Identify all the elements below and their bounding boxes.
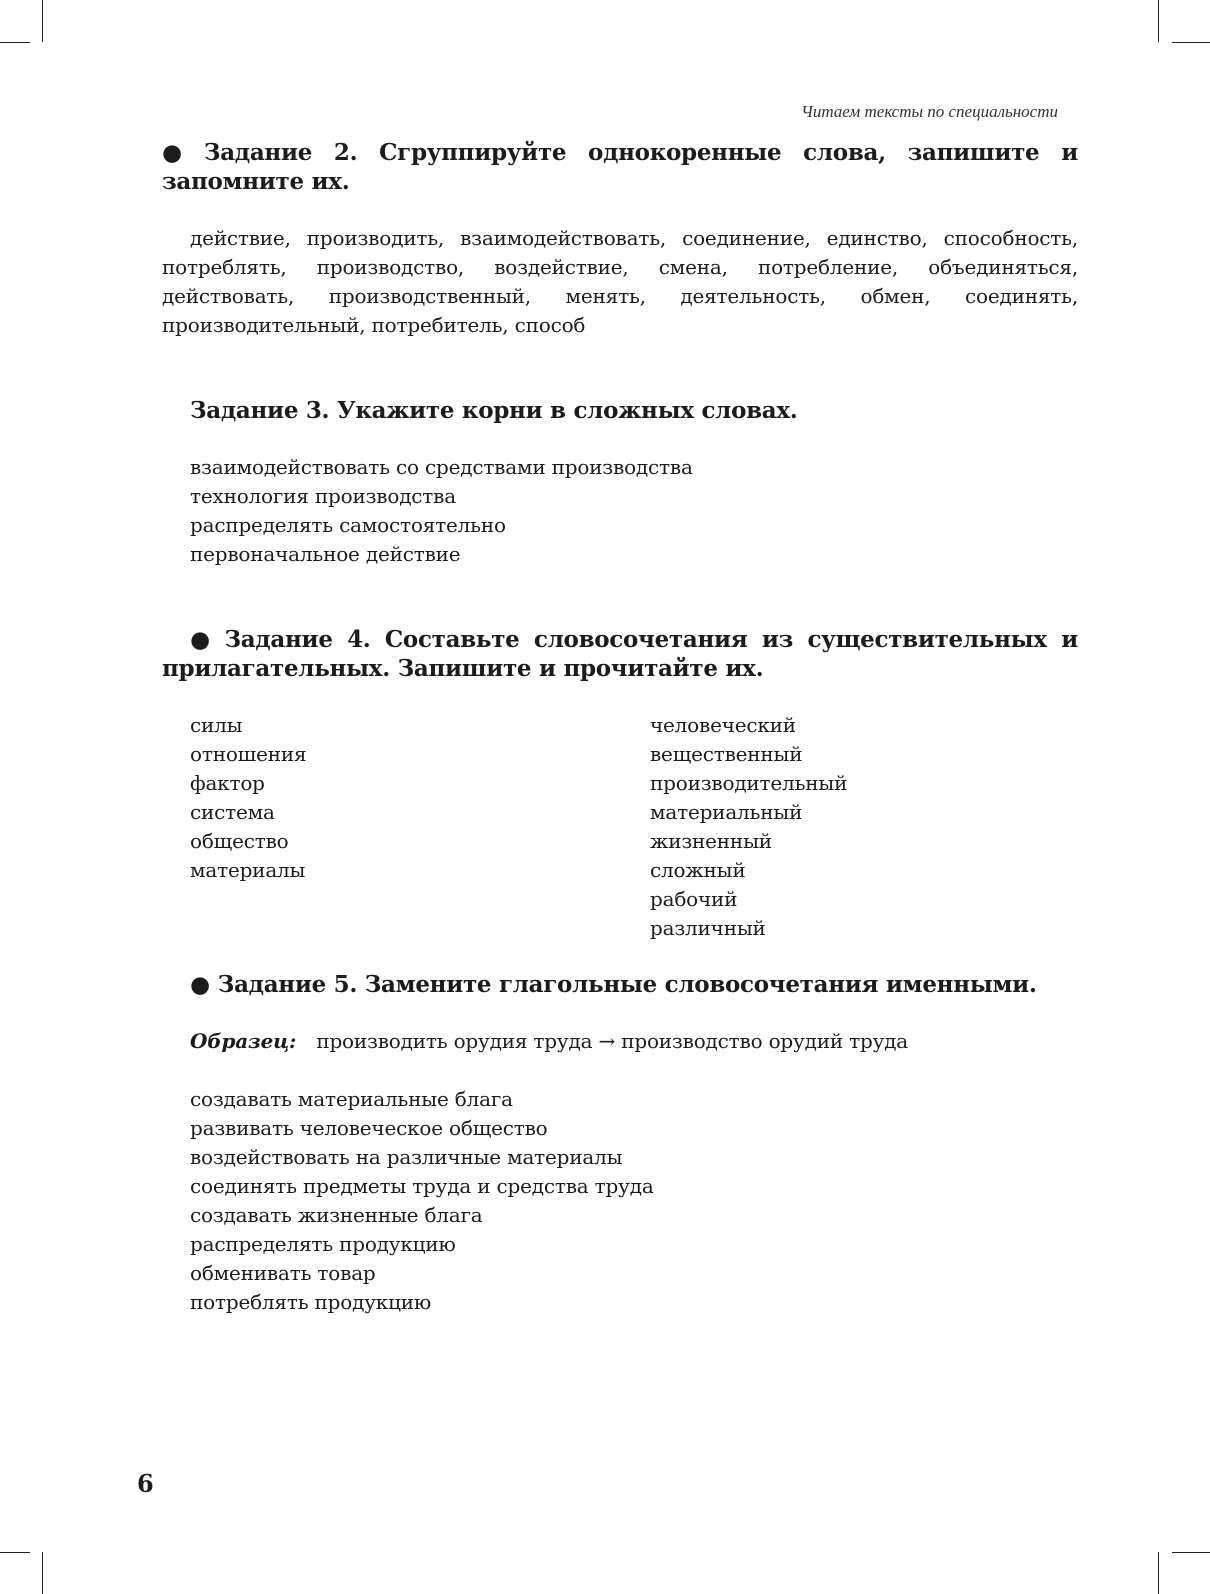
crop-mark <box>1158 1552 1159 1594</box>
task-4-heading <box>162 625 1078 683</box>
task-3-list <box>190 453 693 569</box>
sample-label: Образец: <box>190 1029 297 1053</box>
adjective-item: рабочий <box>650 887 738 911</box>
adjective-item: сложный <box>650 858 746 882</box>
page-number: 6 <box>137 1469 154 1498</box>
task-4-nouns <box>190 711 306 885</box>
task-5-heading <box>162 970 1078 999</box>
crop-mark <box>1172 42 1210 43</box>
list-item: распределять продукцию <box>190 1232 456 1256</box>
noun-item: общество <box>190 829 289 853</box>
noun-item: система <box>190 800 275 824</box>
noun-item: фактор <box>190 771 265 795</box>
bullet-icon: ● <box>162 139 196 166</box>
running-header: Читаем тексты по специальности <box>801 102 1058 121</box>
list-item: создавать жизненные блага <box>190 1203 483 1227</box>
crop-mark <box>42 1552 43 1594</box>
list-item: потреблять продукцию <box>190 1290 432 1314</box>
task-2-word-list: действие, производить, взаимодействовать, соединение, единство, способность, потреблять, производство, воздействие, смена, потребление, объединяться, действовать, производственный, менять, деятельность, обмен, соединять, производительный, потребитель, способ <box>162 226 1078 337</box>
task-4-title: Задание 4. Составьте словосочетания из существительных и прилагательных. Запишите и прочитайте их. <box>162 626 1078 682</box>
adjective-item: человеческий <box>650 713 796 737</box>
sample-from: производить орудия труда <box>316 1029 593 1053</box>
crop-mark <box>0 42 30 43</box>
adjective-item: производительный <box>650 771 848 795</box>
task-3-title: Задание 3. Укажите корни в сложных словах. <box>190 397 798 424</box>
adjective-item: различный <box>650 916 766 940</box>
list-item: первоначальное действие <box>190 542 461 566</box>
noun-item: отношения <box>190 742 307 766</box>
crop-mark <box>1172 1552 1210 1553</box>
adjective-item: вещественный <box>650 742 803 766</box>
list-item: взаимодействовать со средствами производства <box>190 455 693 479</box>
task-2-title: Задание 2. Сгруппируйте однокоренные слова, запишите и запомните их. <box>162 139 1078 195</box>
sample-to: производство орудий труда <box>621 1029 908 1053</box>
list-item: воздействовать на различные материалы <box>190 1145 623 1169</box>
list-item: соединять предметы труда и средства труда <box>190 1174 654 1198</box>
noun-item: материалы <box>190 858 306 882</box>
crop-mark <box>1158 0 1159 42</box>
list-item: распределять самостоятельно <box>190 513 506 537</box>
adjective-item: жизненный <box>650 829 772 853</box>
crop-mark <box>0 1552 30 1553</box>
list-item: обменивать товар <box>190 1261 376 1285</box>
task-5-title: Задание 5. Замените глагольные словосочетания именными. <box>217 971 1037 998</box>
bullet-icon: ● <box>190 626 217 653</box>
task-3-heading <box>190 396 798 425</box>
adjective-item: материальный <box>650 800 803 824</box>
bullet-icon: ● <box>190 971 210 998</box>
task-4-adjectives <box>650 711 847 943</box>
list-item: создавать материальные блага <box>190 1087 513 1111</box>
noun-item: силы <box>190 713 243 737</box>
list-item: развивать человеческое общество <box>190 1116 548 1140</box>
list-item: технология производства <box>190 484 456 508</box>
task-5-sample <box>190 1027 908 1056</box>
arrow-right-icon: → <box>598 1029 616 1053</box>
task-5-list <box>190 1085 654 1317</box>
crop-mark <box>42 0 43 42</box>
task-2-heading <box>162 138 1078 196</box>
